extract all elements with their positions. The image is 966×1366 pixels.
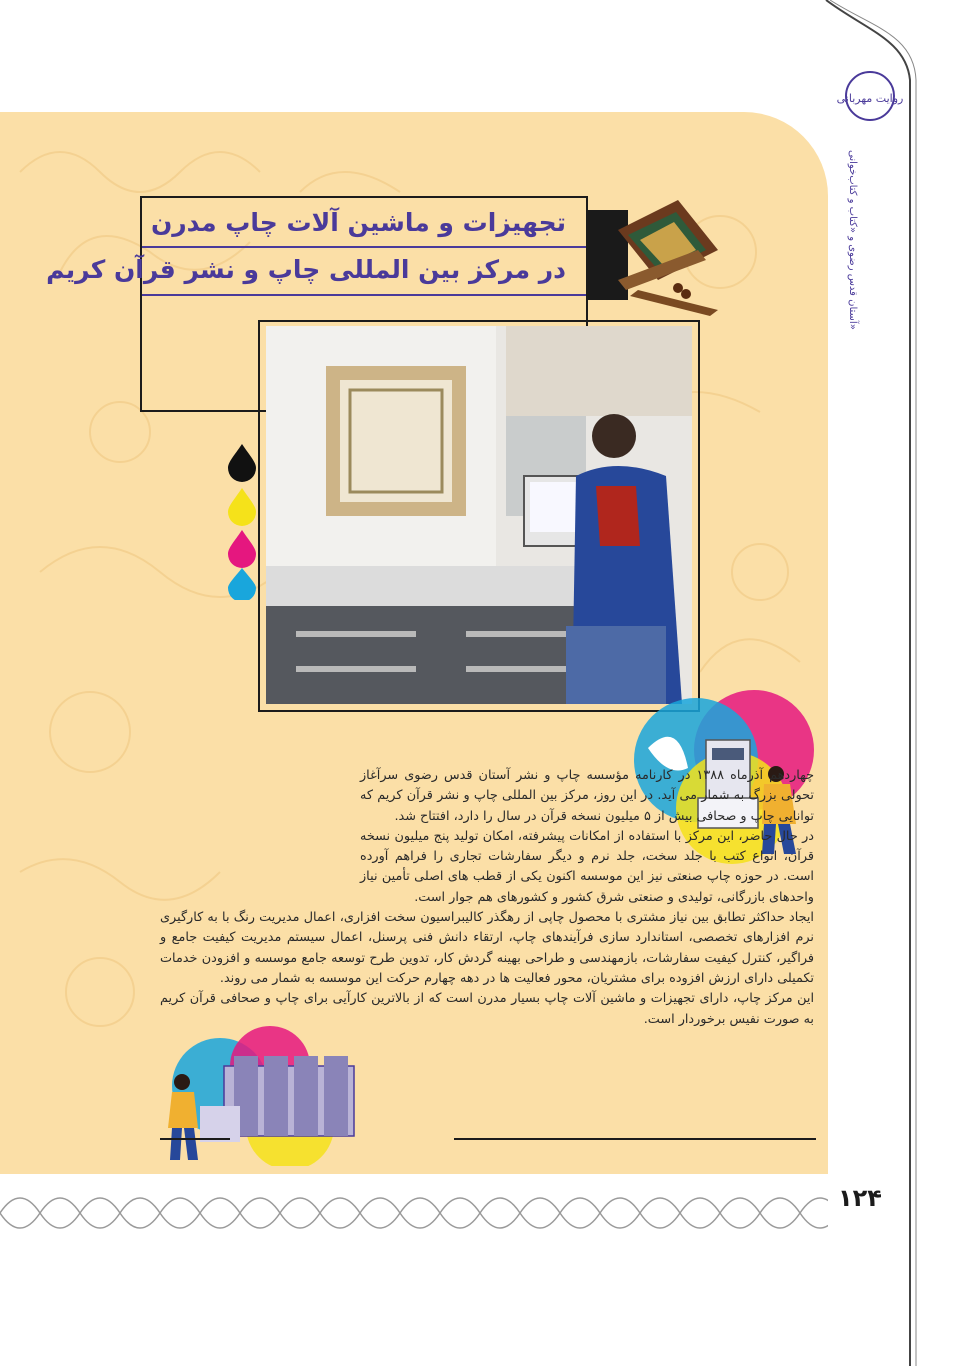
paragraph: در حال حاضر، این مرکز با استفاده از امکانات پیشرفته، امکان تولید پنج میلیون نسخه قرآن، انواع کتب با جلد سخت، جلد نرم و دیگر سفارشات تجاری را فراهم آورده است. در حوزه چاپ صنعتی نیز این موسسه اکنون یکی از قطب های اصلی تأمین نیاز واحدهای بازرگانی، تولیدی و صنعتی شرق کشور و کشورهای هم جوار است. bbox=[360, 828, 814, 905]
printing-machine-photo bbox=[266, 326, 692, 704]
title-divider bbox=[142, 294, 586, 296]
quran-stand-icon bbox=[578, 190, 728, 320]
logo-text: روایت مهربانی bbox=[836, 92, 904, 105]
article-body bbox=[160, 766, 814, 1030]
paragraph: ایجاد حداکثر تطابق بین نیاز مشتری با محصول چاپی از رهگذر کالیبراسیون سخت افزاری، اعمال مدیریت رنگ با به کارگیری نرم افزارهای تخصصی، استاندارد سازی فرآیندهای چاپ، ارتقاء دانش فنی پرسنل، اعمال سیستم مدیریت کیفیت جامع و فراگیر، کنترل کیفیت سفارشات، بازمهندسی و طراحی بهینه گردش کار، تدوین طرح توسعه جامع موسسه و افزودن خدمات تکمیلی دارای ارزش افزوده برای مشتریان، محور فعالیت ها در دهه چهارم حرکت این موسسه به شمار می روند. bbox=[160, 910, 814, 986]
logo-emblem bbox=[830, 68, 910, 124]
ornamental-border bbox=[0, 1180, 828, 1246]
side-label: آستان قدس رضوی و «کتاب و کتاب‌خوانی» bbox=[847, 150, 858, 330]
page-number: ۱۲۴ bbox=[838, 1184, 882, 1212]
paragraph: چهاردهم آذرماه ۱۳۸۸ در کارنامه مؤسسه چاپ و نشر آستان قدس رضوی سرآغاز تحولی بزرگ به شمار می آید. در این روز، مرکز بین المللی چاپ و نشر قرآن کریم که توانایی چاپ و صحافی بیش از ۵ میلیون نسخه قرآن در سال را دارد، افتتاح شد. bbox=[360, 768, 814, 824]
bottom-divider bbox=[160, 1138, 230, 1140]
title-divider bbox=[142, 246, 586, 248]
page-frame-ornament bbox=[806, 0, 966, 1366]
offset-press-illustration bbox=[160, 1026, 400, 1166]
ink-drop-icon bbox=[228, 568, 256, 600]
page-title-line2: در مرکز بین المللی چاپ و نشر قرآن کریم bbox=[46, 255, 566, 284]
ink-drop-icon bbox=[228, 444, 256, 482]
bottom-divider bbox=[454, 1138, 816, 1140]
ink-drop-icon bbox=[228, 488, 256, 526]
paragraph: این مرکز چاپ، دارای تجهیزات و ماشین آلات چاپ بسیار مدرن است که از بالاترین کارآیی برای چاپ و صحافی قرآن کریم به صورت نفیس برخوردار است. bbox=[160, 991, 814, 1027]
cmyk-drops bbox=[224, 440, 260, 600]
ink-drop-icon bbox=[228, 530, 256, 568]
page-title-line1: تجهیزات و ماشین آلات چاپ مدرن bbox=[150, 208, 566, 237]
